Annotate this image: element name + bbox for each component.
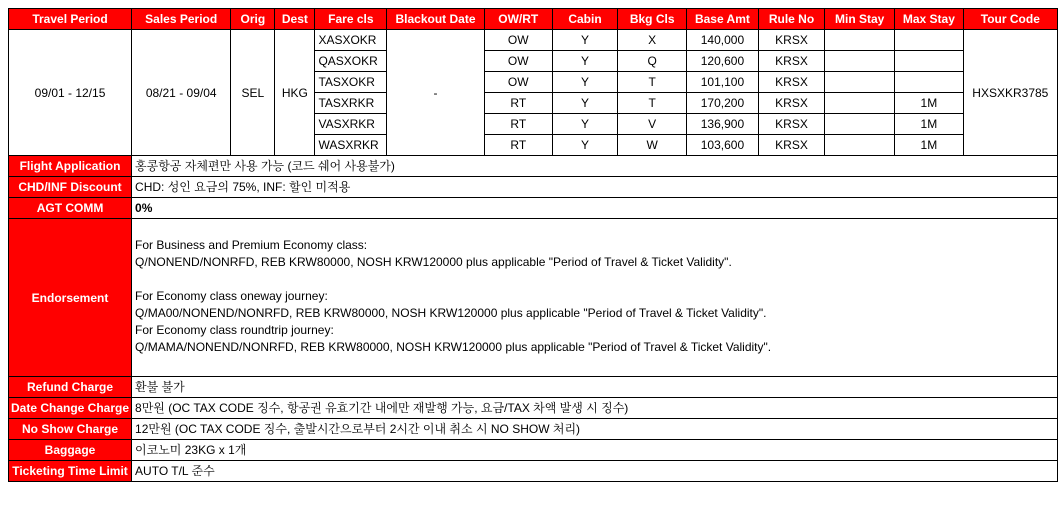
endorsement-line: For Business and Premium Economy class: [135,238,368,252]
endorsement-line: For Economy class roundtrip journey: [135,323,334,337]
base-amt-cell: 136,900 [687,114,759,135]
endorsement-line: Q/NONEND/NONRFD, REB KRW80000, NOSH KRW120000 plus applicable "Period of Travel & Ticket Validity". [135,255,732,269]
condition-row-chd-inf [9,177,1058,198]
date-change-charge-value: 8만원 (OC TAX CODE 징수, 항공권 유효기간 내에만 재발행 가능, 요금/TAX 차액 발생 시 징수) [132,398,1058,419]
agt-comm-label: AGT COMM [9,198,132,219]
base-amt-cell: 140,000 [687,30,759,51]
bkg-cls-cell: T [618,72,687,93]
header-row [9,9,1058,30]
ow-rt-cell: RT [484,93,552,114]
condition-row-baggage [9,440,1058,461]
rule-no-cell: KRSX [758,72,825,93]
condition-row-ticketing-time-limit [9,461,1058,482]
endorsement-line [135,271,1055,288]
cabin-cell: Y [552,51,617,72]
header-rule-no: Rule No [758,9,825,30]
max-stay-cell: 1M [895,93,964,114]
cabin-cell: Y [552,72,617,93]
flight-application-label: Flight Application [9,156,132,177]
ow-rt-cell: OW [484,72,552,93]
ow-rt-cell: RT [484,114,552,135]
header-blackout-date: Blackout Date [387,9,484,30]
fare-cls-cell: TASXRKR [315,93,387,114]
orig-cell: SEL [231,30,275,156]
header-sales-period: Sales Period [132,9,231,30]
header-cabin: Cabin [552,9,617,30]
min-stay-cell [825,114,895,135]
agt-comm-value: 0% [132,198,1058,219]
max-stay-cell [895,30,964,51]
header-min-stay: Min Stay [825,9,895,30]
min-stay-cell [825,72,895,93]
header-base-amt: Base Amt [687,9,759,30]
header-ow-rt: OW/RT [484,9,552,30]
fare-cls-cell: QASXOKR [315,51,387,72]
bkg-cls-cell: Q [618,51,687,72]
base-amt-cell: 120,600 [687,51,759,72]
header-fare-cls: Fare cls [315,9,387,30]
endorsement-line: Q/MAMA/NONEND/NONRFD, REB KRW80000, NOSH KRW120000 plus applicable "Period of Travel & Ticket Validity". [135,340,772,354]
header-max-stay: Max Stay [895,9,964,30]
ticketing-time-limit-value: AUTO T/L 준수 [132,461,1058,482]
cabin-cell: Y [552,114,617,135]
tour-code-cell: HXSXKR3785 [963,30,1057,156]
condition-row-date-change [9,398,1058,419]
base-amt-cell: 103,600 [687,135,759,156]
bkg-cls-cell: W [618,135,687,156]
header-travel-period: Travel Period [9,9,132,30]
endorsement-value [132,219,1058,377]
bkg-cls-cell: T [618,93,687,114]
condition-row-no-show [9,419,1058,440]
header-tour-code: Tour Code [963,9,1057,30]
ow-rt-cell: OW [484,30,552,51]
ticketing-time-limit-label: Ticketing Time Limit [9,461,132,482]
rule-no-cell: KRSX [758,93,825,114]
sales-period-cell: 08/21 - 09/04 [132,30,231,156]
date-change-charge-label: Date Change Charge [9,398,132,419]
condition-row-refund [9,377,1058,398]
bkg-cls-cell: V [618,114,687,135]
base-amt-cell: 170,200 [687,93,759,114]
ow-rt-cell: OW [484,51,552,72]
fare-cls-cell: TASXOKR [315,72,387,93]
fare-cls-cell: XASXOKR [315,30,387,51]
endorsement-line: Q/MA00/NONEND/NONRFD, REB KRW80000, NOSH KRW120000 plus applicable "Period of Travel & Ticket Validity". [135,306,767,320]
cabin-cell: Y [552,135,617,156]
fare-table [8,8,1058,482]
rule-no-cell: KRSX [758,114,825,135]
fare-row [9,30,1058,51]
endorsement-label: Endorsement [9,219,132,377]
rule-no-cell: KRSX [758,30,825,51]
fare-cls-cell: WASXRKR [315,135,387,156]
max-stay-cell: 1M [895,114,964,135]
min-stay-cell [825,93,895,114]
dest-cell: HKG [275,30,315,156]
base-amt-cell: 101,100 [687,72,759,93]
fare-cls-cell: VASXRKR [315,114,387,135]
refund-charge-label: Refund Charge [9,377,132,398]
min-stay-cell [825,30,895,51]
condition-row-flight-application [9,156,1058,177]
baggage-value: 이코노미 23KG x 1개 [132,440,1058,461]
min-stay-cell [825,135,895,156]
chd-inf-discount-label: CHD/INF Discount [9,177,132,198]
fare-rule-sheet [8,8,1058,482]
no-show-charge-label: No Show Charge [9,419,132,440]
flight-application-value: 홍콩항공 자체편만 사용 가능 (코드 쉐어 사용불가) [132,156,1058,177]
condition-row-agt-comm [9,198,1058,219]
cabin-cell: Y [552,93,617,114]
min-stay-cell [825,51,895,72]
cabin-cell: Y [552,30,617,51]
condition-row-endorsement [9,219,1058,377]
header-dest: Dest [275,9,315,30]
bkg-cls-cell: X [618,30,687,51]
header-bkg-cls: Bkg Cls [618,9,687,30]
blackout-date-cell: - [387,30,484,156]
travel-period-cell: 09/01 - 12/15 [9,30,132,156]
rule-no-cell: KRSX [758,51,825,72]
baggage-label: Baggage [9,440,132,461]
no-show-charge-value: 12만원 (OC TAX CODE 징수, 출발시간으로부터 2시간 이내 취소 시 NO SHOW 처리) [132,419,1058,440]
max-stay-cell [895,72,964,93]
max-stay-cell [895,51,964,72]
max-stay-cell: 1M [895,135,964,156]
endorsement-line: For Economy class oneway journey: [135,289,328,303]
rule-no-cell: KRSX [758,135,825,156]
ow-rt-cell: RT [484,135,552,156]
refund-charge-value: 환불 불가 [132,377,1058,398]
chd-inf-discount-value: CHD: 성인 요금의 75%, INF: 할인 미적용 [132,177,1058,198]
header-orig: Orig [231,9,275,30]
